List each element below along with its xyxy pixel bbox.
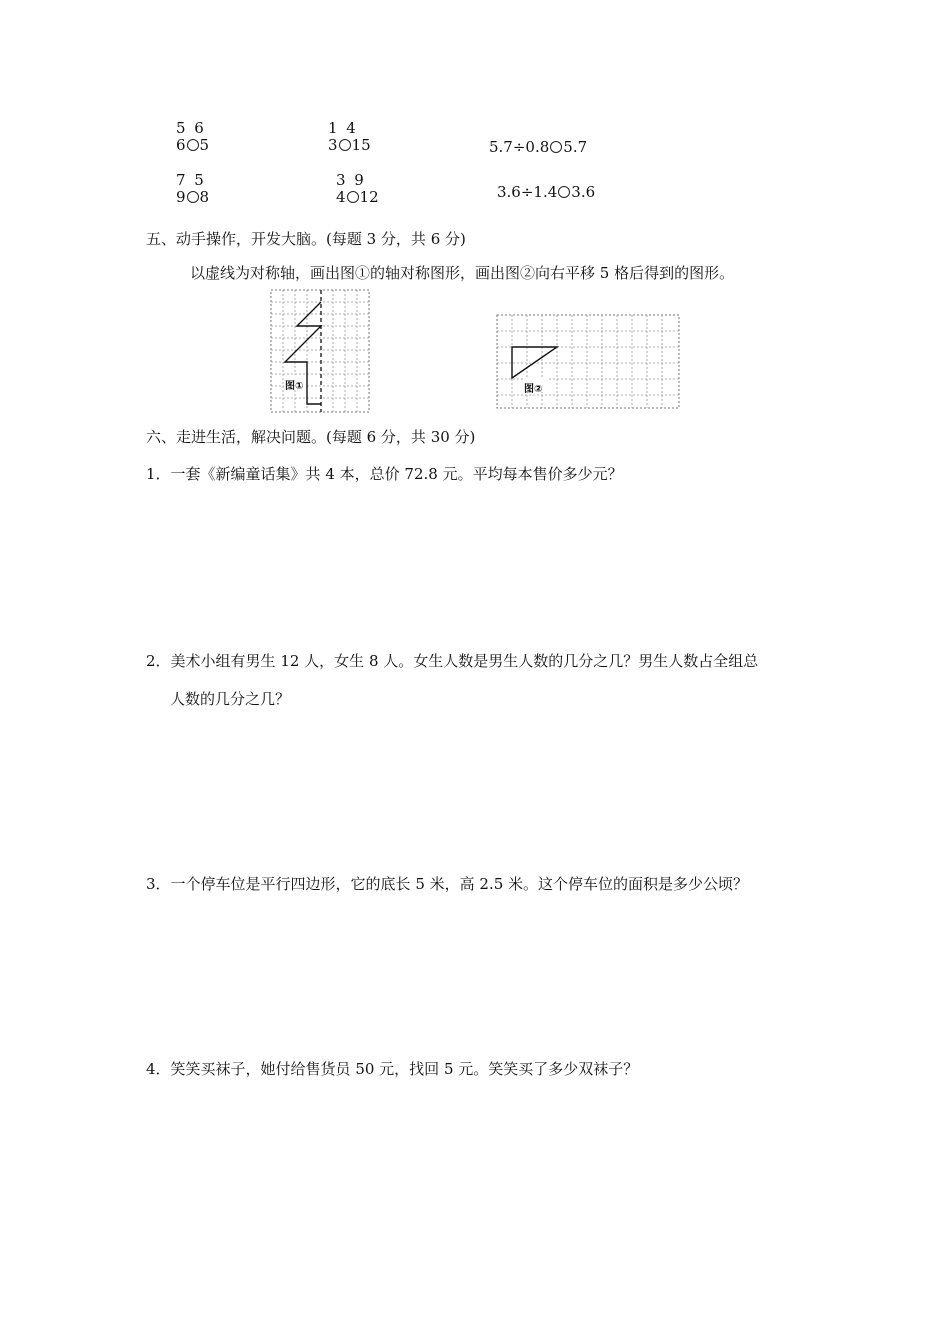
compare-bottom <box>336 189 379 206</box>
compare-item-1b <box>328 120 371 154</box>
compare-left-value: 5.7÷0.8 <box>489 138 550 156</box>
figure-1-svg <box>270 289 370 413</box>
compare-circle-blank[interactable] <box>187 191 199 203</box>
question-2-continued: 人数的几分之几？ <box>170 690 291 708</box>
compare-left-value: 4 <box>336 188 346 206</box>
section5-instruction: 以虚线为对称轴，画出图①的轴对称图形，画出图②向右平移 5 格后得到的图形。 <box>190 264 735 282</box>
compare-item-1a <box>176 120 209 154</box>
figure-2-grid[interactable] <box>496 314 680 409</box>
compare-left-value: 3.6÷1.4 <box>497 183 558 201</box>
figure-1-label: 图① <box>285 381 304 392</box>
question-number: 3． <box>146 875 171 893</box>
question-number: 4． <box>146 1060 171 1078</box>
compare-left-value: 9 <box>176 188 186 206</box>
compare-right-value: 12 <box>359 188 379 206</box>
question-text: 一套《新编童话集》共 4 本，总价 72.8 元。平均每本售价多少元？ <box>170 465 623 483</box>
compare-item-1c <box>489 138 587 156</box>
question-2 <box>146 650 758 671</box>
compare-top: 3 9 <box>336 171 366 189</box>
compare-circle-blank[interactable] <box>550 141 562 153</box>
compare-circle-blank[interactable] <box>339 139 351 151</box>
figure-2-triangle <box>512 347 557 378</box>
question-text: 一个停车位是平行四边形，它的底长 5 米，高 2.5 米。这个停车位的面积是多少公顷？ <box>170 875 749 893</box>
compare-circle-blank[interactable] <box>187 139 199 151</box>
compare-item-2c <box>497 183 595 201</box>
compare-circle-blank[interactable] <box>558 186 570 198</box>
figure-1-grid[interactable] <box>270 289 370 413</box>
question-number: 1． <box>146 465 171 483</box>
compare-bottom <box>176 137 209 154</box>
compare-left-value: 6 <box>176 136 186 154</box>
compare-bottom <box>328 137 371 154</box>
question-number: 2． <box>146 652 171 670</box>
compare-circle-blank[interactable] <box>347 191 359 203</box>
compare-right-value: 5.7 <box>563 138 588 156</box>
figure-2-label: 图② <box>524 384 543 395</box>
compare-right-value: 3.6 <box>571 183 596 201</box>
question-text: 美术小组有男生 12 人，女生 8 人。女生人数是男生人数的几分之几？男生人数占全组总 <box>170 652 759 670</box>
compare-right-value: 8 <box>199 188 210 206</box>
question-3 <box>146 873 748 894</box>
compare-bottom <box>176 189 209 206</box>
compare-top: 1 4 <box>328 119 358 137</box>
compare-item-2a <box>176 172 209 206</box>
section6-heading: 六、走进生活，解决问题。(每题 6 分，共 30 分) <box>146 428 476 446</box>
compare-top: 7 5 <box>176 171 206 189</box>
compare-left-value: 3 <box>328 136 338 154</box>
question-1 <box>146 463 623 484</box>
compare-top: 5 6 <box>176 119 206 137</box>
section5-heading: 五、动手操作，开发大脑。(每题 3 分，共 6 分) <box>146 230 466 248</box>
compare-item-2b <box>336 172 379 206</box>
question-4 <box>146 1058 638 1079</box>
compare-right-value: 15 <box>351 136 371 154</box>
compare-right-value: 5 <box>199 136 210 154</box>
question-text: 笑笑买袜子，她付给售货员 50 元，找回 5 元。笑笑买了多少双袜子？ <box>170 1060 639 1078</box>
